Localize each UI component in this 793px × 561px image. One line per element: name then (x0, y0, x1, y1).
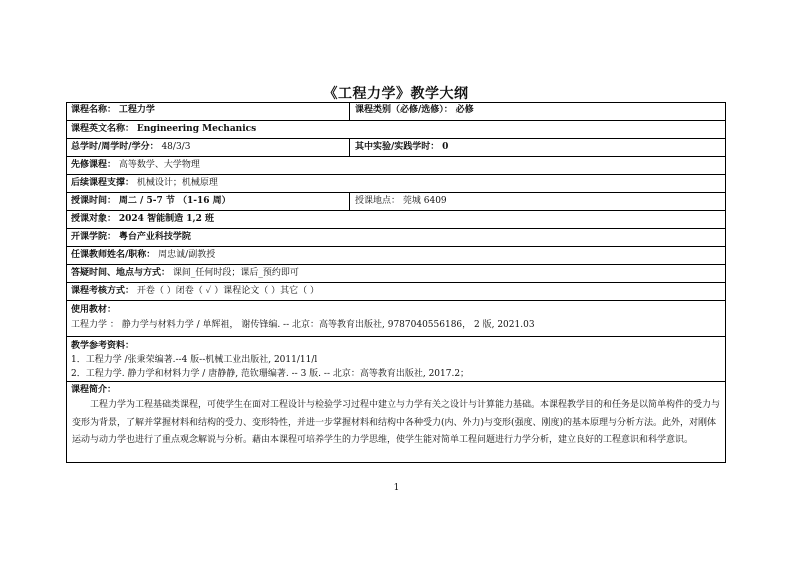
lab-hours-label: 其中实验/实践学时： (355, 142, 440, 152)
english-name-label: 课程英文名称： (71, 124, 135, 134)
row-course-name (66, 102, 726, 121)
row-follow-up (66, 175, 726, 193)
row-intro (66, 382, 726, 463)
row-prerequisites (66, 157, 726, 175)
course-category-value: 必修 (455, 105, 474, 115)
row-textbook (66, 301, 726, 337)
schedule-value: 周二 / 5-7 节 （1-16 周） (118, 196, 231, 206)
teacher-value: 周忠诚/副教授 (158, 250, 216, 260)
course-name-value: 工程力学 (118, 105, 155, 115)
assessment-value: 开卷（ ）闭卷（ ✓ ）课程论文（ ）其它（ ） (136, 286, 320, 296)
row-college (66, 229, 726, 247)
english-name-value: Engineering Mechanics (136, 124, 257, 134)
row-teacher (66, 247, 726, 265)
hours-label: 总学时/周学时/学分： (71, 142, 159, 152)
location-label: 授课地点： (355, 196, 401, 206)
follow-up-label: 后续课程支撑： (71, 178, 135, 188)
references-label: 教学参考资料： (71, 341, 135, 351)
intro-text: 工程力学为工程基础类课程，可使学生在面对工程设计与检验学习过程中建立与力学有关之设计与计算能力基础。本课程教学目的和任务是以简单构件的受力与变形为背景，了解并掌握材料和结构的受力、变形特性，并进一步掌握材料和结构中各种受力(内、外力)与变形(强度、刚度)的基本原理与分析方法。此外，对刚体运动与动力学也进行了重点观念解说与分析。藉由本课程可培养学生的力学思维，使学生能对简单工程问题进行力学分析，建立良好的工程意识和科学意识。 (72, 400, 721, 445)
row-english-name (66, 121, 726, 139)
college-label: 开课学院： (71, 232, 117, 242)
row-office-hours (66, 265, 726, 283)
prerequisites-value: 高等数学、大学物理 (118, 160, 200, 170)
row-assessment (66, 283, 726, 301)
reference-item-2: 2．工程力学. 静力学和材料力学 / 唐静静, 范钦珊编著. -- 3 版. -- 北京：高等教育出版社, 2017.2； (71, 369, 470, 379)
course-name-label: 课程名称： (71, 105, 117, 115)
schedule-label: 授课时间： (71, 196, 117, 206)
textbook-value: 工程力学 ： 静力学与材料力学 / 单辉祖， 谢传锋编. -- 北京：高等教育出版社, 9787040556186， 2 版, 2021.03 (71, 320, 535, 330)
prerequisites-label: 先修课程： (71, 160, 117, 170)
reference-item-1: 1．工程力学 /张秉荣编著.--4 版--机械工业出版社, 2011/11/l (71, 355, 318, 365)
college-value: 粤台产业科技学院 (118, 232, 191, 242)
audience-value: 2024 智能制造 1,2 班 (118, 214, 214, 224)
document-title: 《工程力学》教学大纲 (323, 86, 469, 102)
location-value: 莞城 6409 (402, 196, 447, 206)
intro-label: 课程简介： (71, 385, 117, 395)
office-hours-value: 课间_任何时段；课后_预约即可 (172, 268, 299, 278)
textbook-label: 使用教材： (71, 305, 117, 315)
row-references (66, 337, 726, 382)
audience-label: 授课对象： (71, 214, 117, 224)
row-hours (66, 139, 726, 157)
hours-value: 48/3/3 (161, 142, 191, 152)
row-audience (66, 211, 726, 229)
row-schedule (66, 193, 726, 211)
follow-up-value: 机械设计；机械原理 (136, 178, 218, 188)
course-category-label: 课程类别（必修/选修）： (355, 105, 453, 115)
assessment-label: 课程考核方式： (71, 286, 135, 296)
office-hours-label: 答疑时间、地点与方式： (71, 268, 171, 278)
page-number: 1 (393, 483, 400, 493)
teacher-label: 任课教师姓名/职称： (71, 250, 156, 260)
lab-hours-value: 0 (442, 142, 449, 152)
